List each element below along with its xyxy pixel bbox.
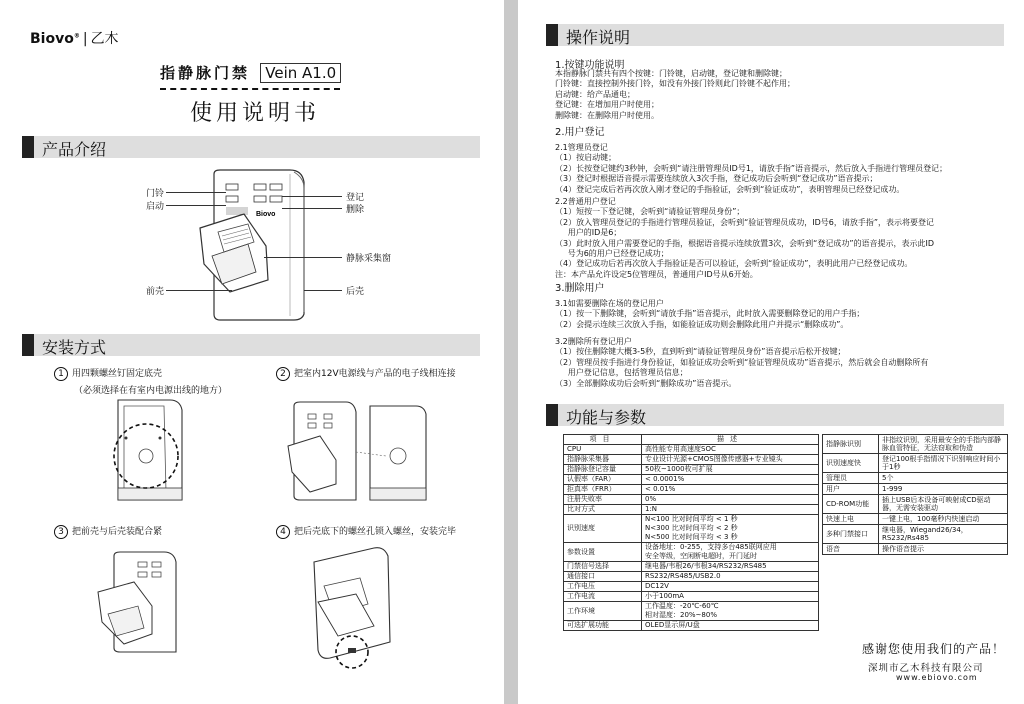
feature-name-cell: 快速上电 xyxy=(823,514,879,525)
table-row xyxy=(564,465,819,475)
text-delete-single: 3.1如需要删除在场的登记用户 （1）按一下删除键，会听到“请放手指”语音提示，此时放入需要删除登记的用户手指； （2）会提示连续三次放入手指，如能验证成功则会删除此用户并提示“删除成功”。 xyxy=(555,299,865,329)
leader-line xyxy=(304,290,342,291)
table-row xyxy=(564,592,819,602)
heading-delete-user: 3.删除用户 xyxy=(555,283,605,294)
feature-desc-cell: 登记100根手指情况下识别响应时间小于1秒 xyxy=(879,454,1008,473)
table-row xyxy=(564,495,819,505)
step3-assembly-illustration xyxy=(94,548,184,660)
spec-item-cell: CPU xyxy=(564,445,642,455)
step-number: 3 xyxy=(54,525,68,539)
table-row xyxy=(564,543,819,562)
callout-front-shell: 前壳 xyxy=(146,287,165,297)
spec-desc-cell: 小于100mA xyxy=(642,592,819,602)
spec-table xyxy=(563,434,819,631)
spec-item-cell: 工作环境 xyxy=(564,602,642,621)
feature-name-cell: 语音 xyxy=(823,544,879,555)
section-marker xyxy=(546,404,558,426)
feature-desc-cell: 非指纹识别，采用最安全的手指内部静脉血管特征，无法窃取和伪造 xyxy=(879,435,1008,454)
company-website: www.ebiovo.com xyxy=(896,673,978,682)
spec-item-cell: 门禁信号选择 xyxy=(564,562,642,572)
table-row xyxy=(564,515,819,543)
spec-item-cell: 工作电流 xyxy=(564,592,642,602)
section-header-params xyxy=(546,404,1004,426)
leader-line xyxy=(282,196,342,197)
spec-item-cell: 拒真率（FRR） xyxy=(564,485,642,495)
step2-wiring-illustration xyxy=(286,392,466,512)
feature-name-cell: 多种门禁接口 xyxy=(823,525,879,544)
table-row xyxy=(823,525,1008,544)
leader-line xyxy=(166,205,226,206)
feature-name-cell: 用户 xyxy=(823,484,879,495)
spec-desc-cell: < 0.01% xyxy=(642,485,819,495)
spec-desc-cell: 继电器/韦根26/韦根34/RS232/RS485 xyxy=(642,562,819,572)
section-header-operation xyxy=(546,24,1004,46)
table-row xyxy=(823,454,1008,473)
leader-line xyxy=(264,257,342,258)
leader-line xyxy=(166,290,232,291)
thank-you-text: 感谢您使用我们的产品！ xyxy=(862,642,1006,656)
callout-doorbell: 门铃 xyxy=(146,189,165,199)
table-row xyxy=(564,505,819,515)
section-marker xyxy=(22,334,34,356)
section-title-product: 产品介绍 xyxy=(42,140,107,159)
brand-logo xyxy=(30,28,119,48)
spec-item-cell: 指静脉登记容量 xyxy=(564,465,642,475)
spec-desc-cell: 50枚~1000枚可扩展 xyxy=(642,465,819,475)
feature-name-cell: 指静脉识别 xyxy=(823,435,879,454)
leader-line xyxy=(282,208,342,209)
spec-item-cell: 识别速度 xyxy=(564,515,642,543)
cover-title xyxy=(160,62,341,83)
spec-item-cell: 比对方式 xyxy=(564,505,642,515)
section-marker xyxy=(546,24,558,46)
callout-back-shell: 后壳 xyxy=(346,287,365,297)
table-row xyxy=(564,602,819,621)
text-key-functions: 本指静脉门禁共有四个按键：门铃键，启动键，登记键和删除键； 门铃键：直接控制外接门铃，如没有外接门铃则此门铃键不起作用； 启动键：给产品通电； 登记键：在增加用户时使用； 删除键：在删除用户时使用。 xyxy=(555,69,795,120)
callout-start: 启动 xyxy=(146,202,165,212)
company-name: 深圳市乙木科技有限公司 xyxy=(868,663,984,674)
left-page xyxy=(0,0,504,704)
spec-item-cell: 指静脉采集器 xyxy=(564,455,642,465)
text-delete-all: 3.2删除所有登记用户 （1）按住删除键大概3-5秒，直到听到“请验证管理员身份”语音提示后松开按键； （2）管理员按手指进行身份验证，如验证成功会听到“验证管理员成功”语音提示，然后就会自动删除所有 用户登记信息，包括管理员信息； （3）全部删除成功后会听到“删除成功”语音提示。 xyxy=(555,337,929,388)
table-row xyxy=(823,484,1008,495)
section-title-operation: 操作说明 xyxy=(566,28,631,47)
spec-desc-cell: 1:N xyxy=(642,505,819,515)
callout-delete: 删除 xyxy=(346,205,365,215)
table-row xyxy=(564,582,819,592)
spec-desc-cell: 设备地址：0-255，支持多台485联网应用 安全等级，空闲断电超时，开门延时 xyxy=(642,543,819,562)
table-row xyxy=(564,455,819,465)
spec-desc-cell: N<100 比对时间平均 < 1 秒 N<300 比对时间平均 < 2 秒 N<500 比对时间平均 < 3 秒 xyxy=(642,515,819,543)
feature-desc-cell: 操作语音提示 xyxy=(879,544,1008,555)
spec-header-cell: 描述 xyxy=(642,435,819,445)
spec-desc-cell: 工作温度：-20℃-60℃ 相对湿度：20%~80% xyxy=(642,602,819,621)
heading-key-functions: 1.按键功能说明 xyxy=(555,60,625,71)
spec-header-cell: 项目 xyxy=(564,435,642,445)
install-step-2 xyxy=(276,366,456,381)
spec-desc-cell: < 0.0001% xyxy=(642,475,819,485)
cover-subtitle: 使用说明书 xyxy=(190,101,321,126)
spec-desc-cell: OLED显示屏/U盘 xyxy=(642,621,819,631)
brand-registered-mark: ® xyxy=(73,32,80,40)
spec-header-row xyxy=(564,435,819,445)
install-step-4 xyxy=(276,524,456,539)
feature-desc-cell: 5个 xyxy=(879,473,1008,484)
table-row xyxy=(823,435,1008,454)
spec-item-cell: 通信接口 xyxy=(564,572,642,582)
spec-desc-cell: DC12V xyxy=(642,582,819,592)
brand-name: Biovo xyxy=(30,31,74,47)
title-dashed-rule xyxy=(160,88,340,90)
feature-name-cell: 识别速度快 xyxy=(823,454,879,473)
brand-separator: | xyxy=(82,31,88,47)
spec-desc-cell: 0% xyxy=(642,495,819,505)
feature-name-cell: 管理员 xyxy=(823,473,879,484)
brand-cn-name: 乙木 xyxy=(90,31,119,47)
feature-desc-cell: 插上USB后本设备可映射成CD驱动器，无需安装驱动 xyxy=(879,495,1008,514)
step-text: 用四颗螺丝钉固定底壳 xyxy=(72,369,163,379)
step-text: 把室内12V电源线与产品的电子线相连接 xyxy=(294,369,456,379)
callout-register: 登记 xyxy=(346,193,365,203)
text-user-registration: 2.2普通用户登记 （1）短按一下登记键，会听到“请验证管理员身份”； （2）放入管理员登记的手指进行管理员验证，会听到“验证管理员成功，ID号6，请放手指”，表示将要登记 用户的ID是6； （3）此时放入用户需要登记的手指，根据语音提示连续放置3次，会听到“登记成功”的语音提示，表示此ID 号为6的用户已经登记成功； （4）登记成功后若再次放入手指验证是否可以验证，会听到“验证成功”，表明此用户已经登记成功。 注：本产品允许设定5位管理员，普通用户ID号从6开始。 xyxy=(555,197,934,279)
section-title-install: 安装方式 xyxy=(42,338,107,357)
right-page xyxy=(518,0,1024,704)
cover-model: Vein A1.0 xyxy=(260,63,341,83)
section-header-product xyxy=(22,136,480,158)
table-row xyxy=(564,445,819,455)
feature-table xyxy=(822,434,1008,555)
install-step-3 xyxy=(54,524,162,539)
section-header-install xyxy=(22,334,480,356)
table-row xyxy=(564,485,819,495)
step-number: 4 xyxy=(276,525,290,539)
spec-desc-cell: 专业设计光源+CMOS图像传感器+专业镜头 xyxy=(642,455,819,465)
table-row xyxy=(564,475,819,485)
spec-desc-cell: 高性能专用高速度SOC xyxy=(642,445,819,455)
spec-item-cell: 可选扩展功能 xyxy=(564,621,642,631)
step-text: 把前壳与后壳装配合紧 xyxy=(72,527,163,537)
feature-desc-cell: 一键上电，100毫秒内快速启动 xyxy=(879,514,1008,525)
step-subtext: （必须选择在有室内电源出线的地方） xyxy=(74,385,228,396)
cover-title-cn: 指静脉门禁 xyxy=(160,64,251,82)
table-row xyxy=(823,473,1008,484)
table-row xyxy=(564,562,819,572)
feature-desc-cell: 1-999 xyxy=(879,484,1008,495)
text-admin-registration: 2.1管理员登记 （1）按启动键； （2）长按登记键约3秒钟，会听到“请注册管理员ID号1，请放手指”语音提示，然后放入手指进行管理员登记； （3）登记时根据语音提示需要连续放入3次手指，登记成功后会听到“登记成功”语音提示； （4）登记完成后若再次放入刚才登记的手指验证，会听到“验证成功”，表明管理员已经登记成功。 xyxy=(555,143,948,194)
step1-back-shell-illustration xyxy=(100,392,190,512)
section-marker xyxy=(22,136,34,158)
table-row xyxy=(823,514,1008,525)
step-number: 2 xyxy=(276,367,290,381)
device-logo-text: Biovo xyxy=(256,211,276,218)
step4-screw-illustration xyxy=(304,542,414,678)
step-text: 把后壳底下的螺丝孔锁入螺丝，安装完毕 xyxy=(294,527,457,537)
heading-user-registration: 2.用户登记 xyxy=(555,127,605,138)
table-row xyxy=(564,621,819,631)
leader-line xyxy=(166,192,226,193)
callout-collection-window: 静脉采集窗 xyxy=(346,254,392,264)
table-row xyxy=(564,572,819,582)
section-title-params: 功能与参数 xyxy=(566,408,647,427)
page-gutter xyxy=(504,0,518,704)
spec-item-cell: 注册失败率 xyxy=(564,495,642,505)
step-number: 1 xyxy=(54,367,68,381)
feature-name-cell: CD-ROM功能 xyxy=(823,495,879,514)
spec-item-cell: 参数设置 xyxy=(564,543,642,562)
spec-item-cell: 工作电压 xyxy=(564,582,642,592)
spec-desc-cell: RS232/RS485/USB2.0 xyxy=(642,572,819,582)
spec-item-cell: 认假率（FAR） xyxy=(564,475,642,485)
table-row xyxy=(823,495,1008,514)
feature-desc-cell: 继电器，Wiegand26/34，RS232/Rs485 xyxy=(879,525,1008,544)
table-row xyxy=(823,544,1008,555)
